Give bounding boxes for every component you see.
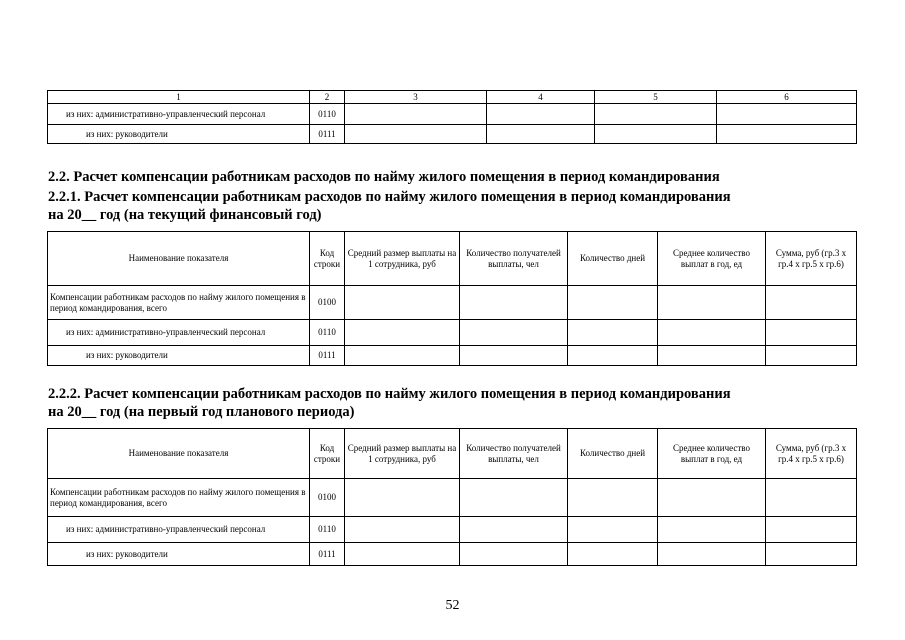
- cell: [568, 320, 658, 346]
- header-avg-count: Среднее количество выплат в год, ед: [658, 232, 766, 286]
- cell: [345, 346, 460, 366]
- row-code: 0100: [310, 479, 345, 517]
- col-header-2: 2: [310, 91, 345, 104]
- cell: [658, 479, 766, 517]
- col-header-1: 1: [48, 91, 310, 104]
- table-row: [48, 125, 857, 144]
- cell: [766, 346, 857, 366]
- header-avg-amount: Средний размер выплаты на 1 сотрудника, руб: [345, 232, 460, 286]
- cell: [460, 517, 568, 543]
- section-title-2-2-2: 2.2.2. Расчет компенсации работникам расходов по найму жилого помещения в период командирования: [48, 386, 731, 402]
- cell: [345, 286, 460, 320]
- header-avg-count: Среднее количество выплат в год, ед: [658, 429, 766, 479]
- cell: [658, 286, 766, 320]
- row-label: Компенсации работникам расходов по найму жилого помещения в период командирования, всего: [48, 286, 310, 320]
- table-row: [48, 320, 857, 346]
- cell: [595, 104, 717, 125]
- col-header-6: 6: [717, 91, 857, 104]
- header-recipients: Количество получателей выплаты, чел: [460, 429, 568, 479]
- table-2-2-2: [47, 428, 857, 566]
- cell: [766, 479, 857, 517]
- cell: [345, 320, 460, 346]
- header-name: Наименование показателя: [48, 429, 310, 479]
- header-code: Код строки: [310, 429, 345, 479]
- table-2-2-1: [47, 231, 857, 366]
- header-recipients: Количество получателей выплаты, чел: [460, 232, 568, 286]
- cell: [487, 104, 595, 125]
- row-label: из них: административно-управленческий персонал: [48, 104, 310, 125]
- cell: [568, 517, 658, 543]
- table-row: [48, 346, 857, 366]
- section-title-2-2-1: 2.2.1. Расчет компенсации работникам расходов по найму жилого помещения в период командирования: [48, 189, 731, 205]
- cell: [766, 320, 857, 346]
- row-label: из них: руководители: [48, 346, 310, 366]
- row-code: 0111: [310, 346, 345, 366]
- cell: [460, 543, 568, 566]
- cell: [658, 517, 766, 543]
- page-number: 52: [445, 598, 460, 613]
- cell: [595, 125, 717, 144]
- cell: [658, 543, 766, 566]
- header-sum: Сумма, руб (гр.3 х гр.4 х гр.5 х гр.6): [766, 232, 857, 286]
- row-code: 0110: [310, 320, 345, 346]
- cell: [717, 125, 857, 144]
- cell: [345, 543, 460, 566]
- header-code: Код строки: [310, 232, 345, 286]
- header-days: Количество дней: [568, 429, 658, 479]
- cell: [568, 346, 658, 366]
- table-top: [47, 90, 857, 144]
- row-code: 0111: [310, 543, 345, 566]
- cell: [460, 479, 568, 517]
- cell: [460, 286, 568, 320]
- cell: [717, 104, 857, 125]
- cell: [345, 517, 460, 543]
- row-code: 0100: [310, 286, 345, 320]
- table-row: [48, 517, 857, 543]
- header-avg-amount: Средний размер выплаты на 1 сотрудника, руб: [345, 429, 460, 479]
- row-label: из них: руководители: [48, 543, 310, 566]
- header-name: Наименование показателя: [48, 232, 310, 286]
- cell: [568, 286, 658, 320]
- row-code: 0110: [310, 517, 345, 543]
- row-code: 0111: [310, 125, 345, 144]
- table-row: [48, 286, 857, 320]
- table-row: [48, 479, 857, 517]
- cell: [345, 104, 487, 125]
- cell: [568, 479, 658, 517]
- col-header-5: 5: [595, 91, 717, 104]
- cell: [460, 346, 568, 366]
- col-header-4: 4: [487, 91, 595, 104]
- table-row: [48, 543, 857, 566]
- cell: [460, 320, 568, 346]
- col-header-3: 3: [345, 91, 487, 104]
- cell: [658, 320, 766, 346]
- section-title-2-2: 2.2. Расчет компенсации работникам расходов по найму жилого помещения в период командирования: [48, 169, 720, 185]
- cell: [345, 479, 460, 517]
- header-sum: Сумма, руб (гр.3 х гр.4 х гр.5 х гр.6): [766, 429, 857, 479]
- header-days: Количество дней: [568, 232, 658, 286]
- cell: [487, 125, 595, 144]
- cell: [658, 346, 766, 366]
- cell: [766, 517, 857, 543]
- row-label: из них: административно-управленческий персонал: [48, 517, 310, 543]
- cell: [766, 286, 857, 320]
- row-label: из них: административно-управленческий персонал: [48, 320, 310, 346]
- section-title-2-2-1-line2: на 20__ год (на текущий финансовый год): [48, 207, 322, 223]
- row-label: из них: руководители: [48, 125, 310, 144]
- section-title-2-2-2-line2: на 20__ год (на первый год планового периода): [48, 404, 355, 420]
- cell: [766, 543, 857, 566]
- table-row: [48, 104, 857, 125]
- row-label: Компенсации работникам расходов по найму жилого помещения в период командирования, всего: [48, 479, 310, 517]
- row-code: 0110: [310, 104, 345, 125]
- cell: [568, 543, 658, 566]
- cell: [345, 125, 487, 144]
